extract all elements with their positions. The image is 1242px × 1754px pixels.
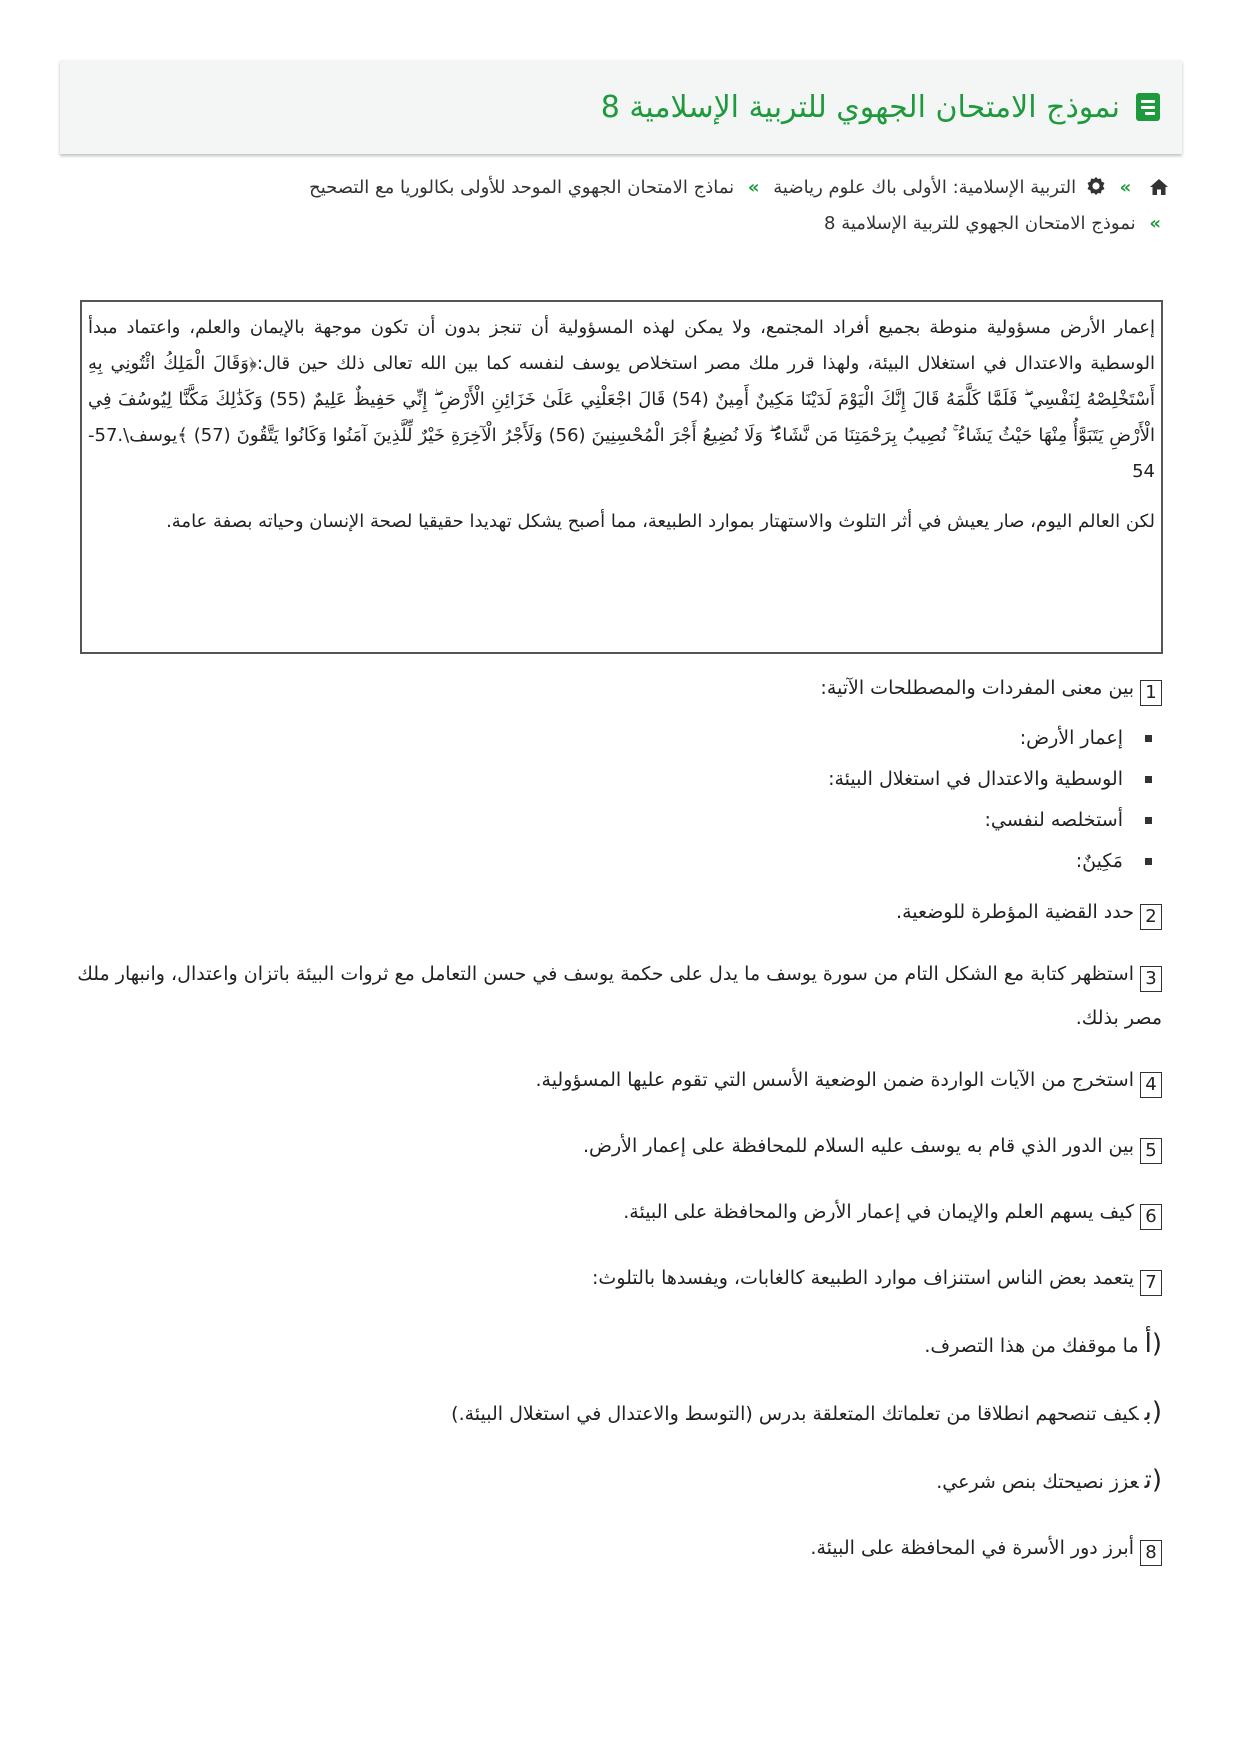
question-4	[62, 1060, 1162, 1100]
question-8	[62, 1528, 1162, 1568]
question-7	[62, 1258, 1162, 1298]
breadcrumb-separator: »	[1119, 177, 1132, 198]
question-number: 3	[1140, 966, 1162, 992]
question-2	[62, 892, 1162, 932]
breadcrumb	[69, 170, 1169, 242]
question-text: استظهر كتابة مع الشكل التام من سورة يوسف ما يدل على حكمة يوسف في حسن التعامل مع ثروات البيئة باتزان واعتدال، وانبهار ملك مصر بذلك.	[77, 963, 1162, 1029]
situation-text-box	[80, 300, 1163, 654]
question-text: استخرج من الآيات الواردة ضمن الوضعية الأسس التي تقوم عليها المسؤولية.	[535, 1069, 1134, 1091]
question-7a	[62, 1324, 1162, 1366]
page-title: نموذج الامتحان الجهوي للتربية الإسلامية 8	[600, 89, 1120, 125]
subquestion-letter: (ب	[1144, 1397, 1162, 1427]
list-item	[62, 841, 1152, 882]
breadcrumb-current: نموذج الامتحان الجهوي للتربية الإسلامية 8	[824, 213, 1136, 234]
questions-list	[62, 668, 1162, 1568]
term-label: إعمار الأرض:	[1019, 727, 1123, 749]
list-item	[62, 800, 1152, 841]
home-icon[interactable]	[1149, 178, 1169, 196]
question-7b	[62, 1392, 1162, 1434]
bullet-icon	[1145, 735, 1152, 742]
question-number: 6	[1140, 1204, 1162, 1230]
bullet-icon	[1145, 776, 1152, 783]
question-text: كيف تنصحهم انطلاقا من تعلماتك المتعلقة بدرس (التوسط والاعتدال في استغلال البيئة.)	[451, 1403, 1139, 1425]
situation-paragraph: إعمار الأرض مسؤولية منوطة بجميع أفراد المجتمع، ولا يمكن لهذه المسؤولية أن تنجز بدون أن تكون موجهة بالإيمان والعلم، واعتماد مبدأ الوسطية والاعتدال في استغلال البيئة، ولهذا قرر ملك مصر استخلاص يوسف لنفسه كما بين الله تعالى ذلك حين قال:﴿وَقَالَ الْمَلِكُ ائْتُونِي بِهِ أَسْتَخْلِصْهُ لِنَفْسِي ۖ فَلَمَّا كَلَّمَهُ قَالَ إِنَّكَ الْيَوْمَ لَدَيْنَا مَكِينٌ أَمِينٌ (54) قَالَ اجْعَلْنِي عَلَىٰ خَزَائِنِ الْأَرْضِ ۖ إِنِّي حَفِيظٌ عَلِيمٌ (55) وَكَذَٰلِكَ مَكَّنَّا لِيُوسُفَ فِي الْأَرْضِ يَتَبَوَّأُ مِنْهَا حَيْثُ يَشَاءُ ۚ نُصِيبُ بِرَحْمَتِنَا مَن نَّشَاءُ ۖ وَلَا نُضِيعُ أَجْرَ الْمُحْسِنِينَ (56) وَلَأَجْرُ الْآخِرَةِ خَيْرٌ لِّلَّذِينَ آمَنُوا وَكَانُوا يَتَّقُونَ (57) ﴾يوسف\.57-54	[88, 317, 1156, 482]
question-text: عزز نصيحتك بنص شرعي.	[936, 1471, 1139, 1493]
question-number: 7	[1140, 1270, 1162, 1296]
question-text: ما موقفك من هذا التصرف.	[924, 1335, 1139, 1357]
question-number: 2	[1140, 904, 1162, 930]
page-header	[60, 60, 1182, 154]
question-text: بين معنى المفردات والمصطلحات الآتية:	[820, 677, 1134, 699]
term-label: مَكِينٌ:	[1075, 850, 1123, 872]
question-text: يتعمد بعض الناس استنزاف موارد الطبيعة كالغابات، ويفسدها بالتلوث:	[592, 1267, 1134, 1289]
question-number: 8	[1140, 1540, 1162, 1566]
breadcrumb-separator: »	[1149, 213, 1161, 234]
question-6	[62, 1192, 1162, 1232]
list-item	[62, 759, 1152, 800]
bullet-icon	[1145, 817, 1152, 824]
question-number: 1	[1140, 680, 1162, 706]
question-1	[62, 668, 1162, 708]
question-3	[62, 952, 1162, 1040]
question-text: كيف يسهم العلم والإيمان في إعمار الأرض والمحافظة على البيئة.	[623, 1201, 1134, 1223]
bullet-icon	[1145, 858, 1152, 865]
breadcrumb-separator: »	[747, 177, 760, 198]
question-7c	[62, 1460, 1162, 1502]
question-text: بين الدور الذي قام به يوسف عليه السلام للمحافظة على إعمار الأرض.	[583, 1135, 1134, 1157]
terms-list	[62, 718, 1162, 882]
term-label: أستخلصه لنفسي:	[984, 809, 1123, 831]
question-text: أبرز دور الأسرة في المحافظة على البيئة.	[810, 1537, 1134, 1559]
subquestion-letter: (ت	[1144, 1465, 1162, 1495]
term-label: الوسطية والاعتدال في استغلال البيئة:	[828, 768, 1123, 790]
breadcrumb-link-course[interactable]: التربية الإسلامية: الأولى باك علوم رياضية	[773, 177, 1077, 198]
situation-paragraph: لكن العالم اليوم، صار يعيش في أثر التلوث والاستهتار بموارد الطبيعة، مما أصبح يشكل تهديدا حقيقيا لصحة الإنسان وحياته بصفة عامة.	[166, 511, 1155, 532]
question-5	[62, 1126, 1162, 1166]
gear-icon	[1086, 176, 1106, 196]
list-item	[62, 718, 1152, 759]
document-icon	[1136, 93, 1160, 121]
breadcrumb-link-exams[interactable]: نماذج الامتحان الجهوي الموحد للأولى بكالوريا مع التصحيح	[309, 177, 735, 198]
subquestion-letter: (أ	[1144, 1329, 1162, 1359]
question-number: 4	[1140, 1072, 1162, 1098]
question-number: 5	[1140, 1138, 1162, 1164]
question-text: حدد القضية المؤطرة للوضعية.	[896, 901, 1134, 923]
